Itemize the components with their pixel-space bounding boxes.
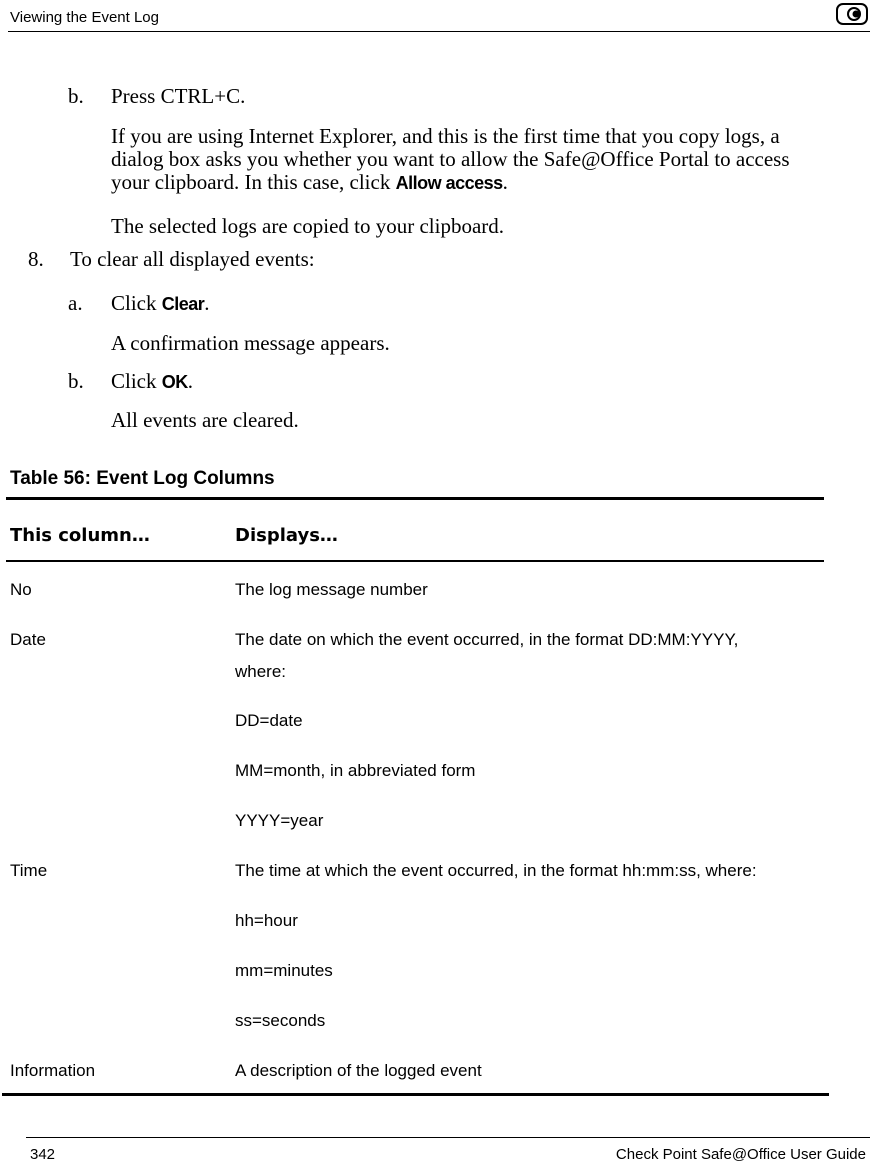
step-marker: 8. (28, 247, 44, 271)
step-text (111, 370, 193, 394)
table-cell-display: where: (235, 662, 287, 681)
step-marker: a. (68, 291, 83, 315)
paragraph-text: . (502, 170, 508, 194)
table-cell-display: A description of the logged event (235, 1061, 482, 1080)
table-cell-display: DD=date (235, 711, 303, 730)
table-cell-display: The log message number (235, 580, 428, 599)
step-paragraph (111, 125, 790, 195)
step-result: A confirmation message appears. (111, 331, 390, 355)
check-point-logo-icon (836, 3, 868, 25)
step-text (111, 292, 210, 316)
table-top-rule (6, 497, 824, 500)
step-text: To clear all displayed events: (70, 247, 315, 271)
step-text-pre: Click (111, 291, 162, 315)
table-cell-display: The date on which the event occurred, in the format DD:MM:YYYY, (235, 630, 739, 649)
ui-term-ok: OK (161, 372, 188, 392)
footer-rule (26, 1137, 870, 1138)
page-header (8, 0, 870, 32)
table-cell-display: MM=month, in abbreviated form (235, 761, 476, 780)
guide-title: Check Point Safe@Office User Guide (615, 1146, 866, 1163)
table-cell-column: No (10, 580, 32, 599)
step-marker: b. (68, 84, 84, 108)
table-cell-column: Date (10, 630, 46, 649)
step-result: All events are cleared. (111, 408, 299, 432)
table-bottom-rule (2, 1093, 829, 1096)
column-header-displays: Displays… (235, 525, 338, 546)
paragraph-line (111, 171, 790, 195)
header-title: Viewing the Event Log (10, 9, 159, 26)
ui-term-allow-access: Allow access (395, 173, 503, 193)
table-cell-display: ss=seconds (235, 1011, 326, 1030)
paragraph-line: dialog box asks you whether you want to allow the Safe@Office Portal to access (111, 147, 790, 171)
paragraph-line: If you are using Internet Explorer, and this is the first time that you copy logs, a (111, 124, 780, 148)
table-caption: Table 56: Event Log Columns (10, 468, 275, 489)
page-number: 342 (30, 1146, 56, 1163)
table-cell-column: Time (10, 861, 48, 880)
step-marker: b. (68, 369, 84, 393)
table-cell-display: mm=minutes (235, 961, 333, 980)
table-cell-display: hh=hour (235, 911, 298, 930)
step-result: The selected logs are copied to your clipboard. (111, 214, 505, 238)
table-cell-display: The time at which the event occurred, in the format hh:mm:ss, where: (235, 861, 757, 880)
step-text: Press CTRL+C. (111, 84, 246, 108)
ui-term-clear: Clear (161, 294, 205, 314)
column-header-this-column: This column… (10, 525, 150, 546)
step-text-post: . (187, 369, 193, 393)
table-cell-column: Information (10, 1061, 96, 1080)
step-text-post: . (204, 291, 210, 315)
table-cell-display: YYYY=year (235, 811, 324, 830)
paragraph-text: your clipboard. In this case, click (111, 170, 396, 194)
step-text-pre: Click (111, 369, 162, 393)
table-header-rule (6, 560, 824, 562)
